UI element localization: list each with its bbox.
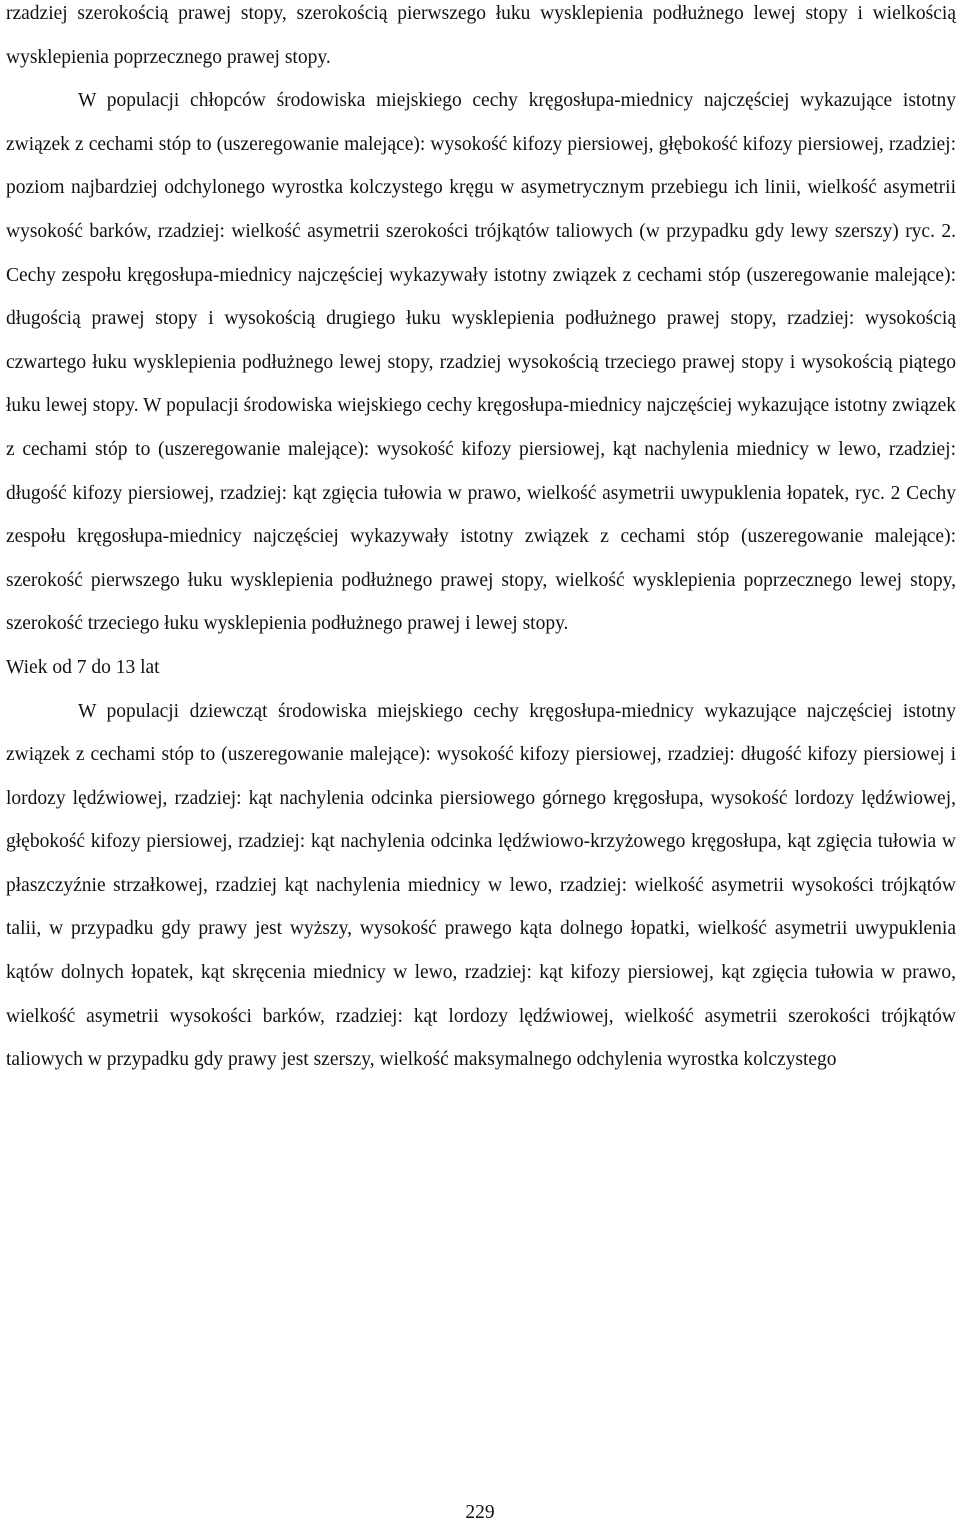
paragraph-boys-urban-rural: W populacji chłopców środowiska miejskiego cechy kręgosłupa-miednicy najczęściej wykazujące istotny związek z cechami stóp to (uszeregowanie malejące): wysokość kifozy piersiowej, głębokość kifozy piersiowej, rzadziej: poziom najbardziej odchylonego wyrostka kolczystego kręgu w asymetrycznym przebiegu ich linii, wielkość asymetrii wysokość barków, rzadziej: wielkość asymetrii szerokości trójkątów taliowych (w przypadku gdy lewy szerszy) ryc. 2. Cechy zespołu kręgosłupa-miednicy najczęściej wykazywały istotny związek z cechami stóp (uszeregowanie malejące): długością prawej stopy i wysokością drugiego łuku wysklepienia podłużnego prawej stopy, rzadziej: wysokością czwartego łuku wysklepienia podłużnego lewej stopy, rzadziej wysokością trzeciego prawej stopy i wysokością piątego łuku lewej stopy. W populacji środowiska wiejskiego cechy kręgosłupa-miednicy najczęściej wykazujące istotny związek z cechami stóp to (uszeregowanie malejące): wysokość kifozy piersiowej, kąt nachylenia miednicy w lewo, rzadziej: długość kifozy piersiowej, rzadziej: kąt zgięcia tułowia w prawo, wielkość asymetrii uwypuklenia łopatek, ryc. 2 Cechy zespołu kręgosłupa-miednicy najczęściej wykazywały istotny związek z cechami stóp (uszeregowanie malejące): szerokość pierwszego łuku wysklepienia podłużnego prawej stopy, wielkość wysklepienia poprzecznego lewej stopy, szerokość trzeciego łuku wysklepienia podłużnego prawej i lewej stopy.	[6, 90, 956, 635]
document-page	[6, 0, 956, 1082]
page-number: 229	[465, 1502, 495, 1523]
section-heading-age: Wiek od 7 do 13 lat	[6, 656, 160, 678]
paragraph-continuation: rzadziej szerokością prawej stopy, szerokością pierwszego łuku wysklepienia podłużnego lewej stopy i wielkością wysklepienia poprzecznego prawej stopy.	[6, 3, 956, 68]
paragraph-girls-urban: W populacji dziewcząt środowiska miejskiego cechy kręgosłupa-miednicy wykazujące najczęściej istotny związek z cechami stóp to (uszeregowanie malejące): wysokość kifozy piersiowej, rzadziej: długość kifozy piersiowej i lordozy lędźwiowej, rzadziej: kąt nachylenia odcinka piersiowego górnego kręgosłupa, wysokość lordozy lędźwiowej, głębokość kifozy piersiowej, rzadziej: kąt nachylenia odcinka lędźwiowo-krzyżowego kręgosłupa, kąt zgięcia tułowia w płaszczyźnie strzałkowej, rzadziej kąt nachylenia miednicy w lewo, rzadziej: wielkość asymetrii wysokości trójkątów talii, w przypadku gdy prawy jest wyższy, wysokość prawego kąta dolnego łopatki, wielkość asymetrii uwypuklenia kątów dolnych łopatek, kąt skręcenia miednicy w lewo, rzadziej: kąt kifozy piersiowej, kąt zgięcia tułowia w prawo, wielkość asymetrii wysokości barków, rzadziej: kąt lordozy lędźwiowej, wielkość asymetrii szerokości trójkątów taliowych w przypadku gdy prawy jest szerszy, wielkość maksymalnego odchylenia wyrostka kolczystego	[6, 700, 956, 1071]
